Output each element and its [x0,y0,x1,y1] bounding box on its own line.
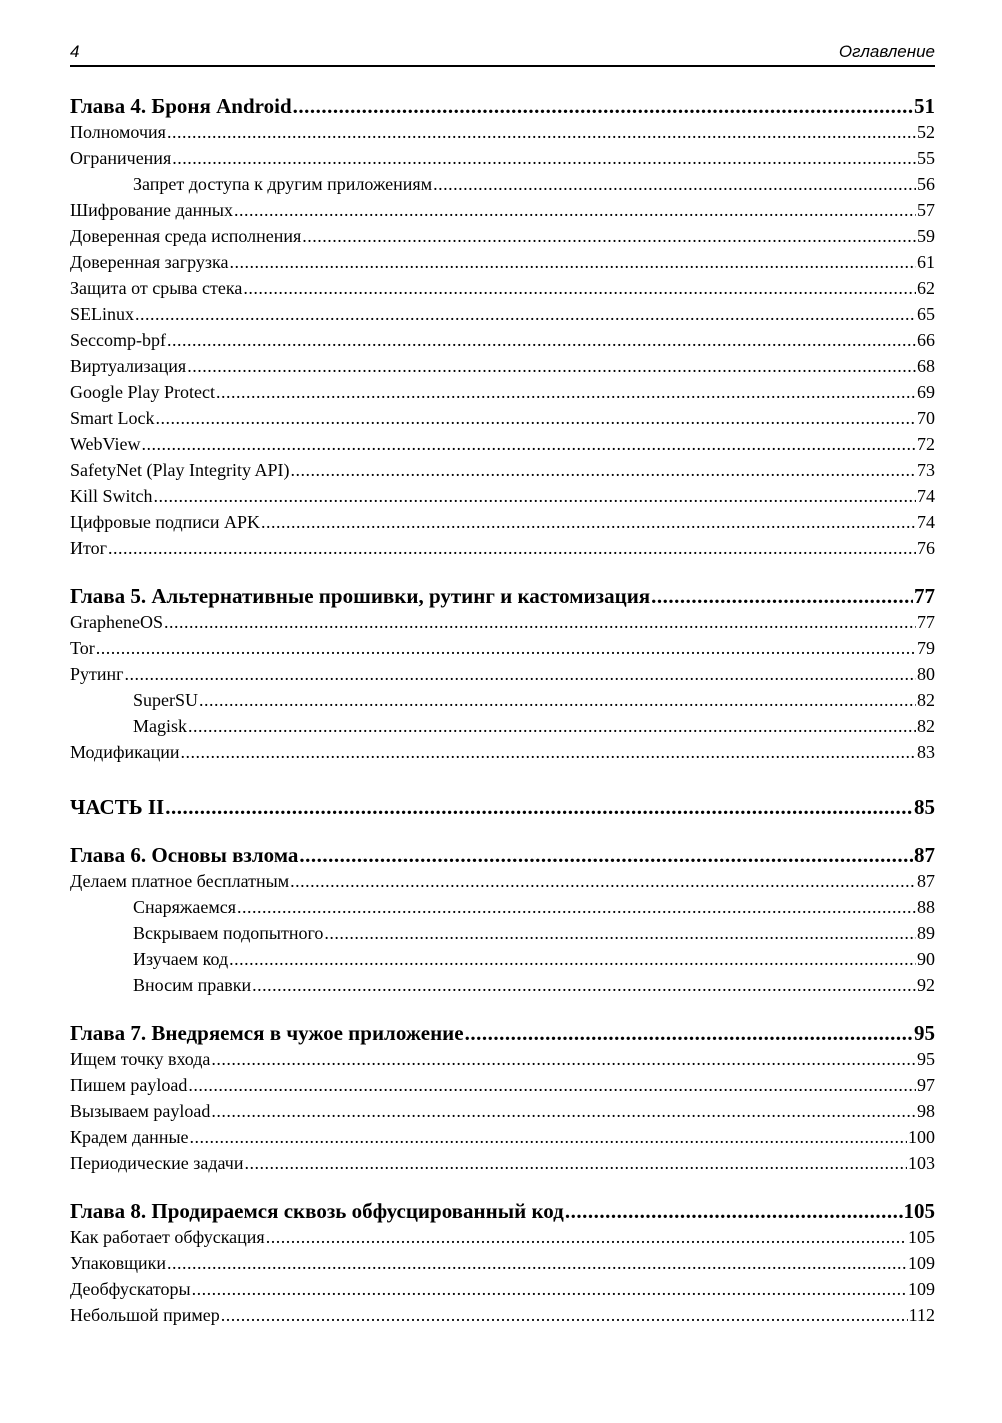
dot-leader [221,1302,908,1328]
toc-entry-page: 112 [908,1305,935,1325]
dot-leader [188,1072,916,1098]
toc-entry-page: 70 [917,408,935,428]
toc-entry-title: Глава 5. Альтернативные прошивки, рутинг и кастомизация [70,584,651,608]
toc-entry-page: 77 [917,612,935,632]
dot-leader [243,275,916,301]
toc-section-entry [70,483,935,509]
toc-entry-page: 62 [917,278,935,298]
toc-entry-title: Как работает обфускация [70,1227,265,1247]
toc-entry-page: 88 [917,897,935,917]
running-title: Оглавление [838,42,935,61]
toc-subsection-entry [70,894,935,920]
toc-section-entry [70,509,935,535]
dot-leader [187,353,916,379]
toc-entry-page: 57 [917,200,935,220]
toc-entry-page: 82 [917,716,935,736]
toc-section-entry [70,301,935,327]
dot-leader [293,93,913,119]
toc-entry-title: Ограничения [70,148,172,168]
toc-entry-page: 100 [908,1127,935,1147]
toc-entry-title: Доверенная загрузка [70,252,229,272]
toc-section-entry [70,868,935,894]
toc-entry-title: Seccomp-bpf [70,330,166,350]
toc-entry-page: 109 [908,1279,935,1299]
toc-entry-title: Снаряжаемся [133,897,236,917]
toc-entry-page: 69 [917,382,935,402]
dot-leader [167,119,916,145]
toc-subsection-entry [70,171,935,197]
toc-entry-title: SuperSU [133,690,199,710]
toc-part-entry [70,794,935,820]
dot-leader [433,171,916,197]
toc-entry-page: 52 [917,122,935,142]
toc-chapter-entry [70,842,935,868]
toc-entry-page: 79 [917,638,935,658]
toc-entry-page: 65 [917,304,935,324]
toc-entry-title: Делаем платное бесплатным [70,871,290,891]
toc-entry-title: Magisk [133,716,187,736]
toc-entry-page: 73 [917,460,935,480]
toc-entry-page: 76 [917,538,935,558]
toc-subsection-entry [70,687,935,713]
toc-section-entry [70,635,935,661]
toc-entry-title: Защита от срыва стека [70,278,243,298]
dot-leader [167,1250,907,1276]
toc-section-entry [70,739,935,765]
toc-entry-title: SafetyNet (Play Integrity API) [70,460,290,480]
toc-entry-title: Виртуализация [70,356,187,376]
toc-entry-title: Шифрование данных [70,200,233,220]
dot-leader [230,249,916,275]
page-header [70,40,935,67]
toc-entry-page: 66 [917,330,935,350]
toc-entry-page: 82 [917,690,935,710]
toc-entry-title: Глава 8. Продираемся сквозь обфусцированный код [70,1199,564,1223]
toc-entry-page: 74 [917,486,935,506]
toc-entry-page: 85 [914,795,935,819]
toc-subsection-entry [70,946,935,972]
toc-section-entry [70,145,935,171]
toc-entry-title: Периодические задачи [70,1153,244,1173]
toc-entry-title: Глава 6. Основы взлома [70,843,299,867]
toc-section-entry [70,609,935,635]
dot-leader [211,1098,916,1124]
toc-entry-title: Глава 4. Броня Android [70,94,292,118]
toc-entry-title: Запрет доступа к другим приложениям [133,174,433,194]
toc-section-entry [70,1276,935,1302]
toc-entry-page: 103 [908,1153,935,1173]
dot-leader [135,301,916,327]
dot-leader [96,635,916,661]
toc-entry-title: WebView [70,434,141,454]
toc-entry-title: Smart Lock [70,408,155,428]
dot-leader [261,509,916,535]
toc-entry-title: Небольшой пример [70,1305,220,1325]
toc-entry-title: Kill Switch [70,486,153,506]
toc-subsection-entry [70,972,935,998]
dot-leader [244,1150,907,1176]
toc-section-entry [70,1224,935,1250]
toc-section-entry [70,1098,935,1124]
toc-entry-title: Цифровые подписи APK [70,512,261,532]
toc-entry-title: SELinux [70,304,135,324]
dot-leader [651,583,913,609]
toc-entry-page: 51 [914,94,935,118]
toc-entry-title: Полномочия [70,122,166,142]
toc-chapter-entry [70,93,935,119]
toc-entry-title: Google Play Protect [70,382,215,402]
dot-leader [181,739,917,765]
dot-leader [108,535,916,561]
toc-section-entry [70,1072,935,1098]
dot-leader [154,483,916,509]
toc-entry-title: Итог [70,538,108,558]
dot-leader [252,972,916,998]
toc-entry-title: Изучаем код [133,949,229,969]
toc-entry-page: 59 [917,226,935,246]
toc-entry-page: 98 [917,1101,935,1121]
toc-entry-title: Вызываем payload [70,1101,211,1121]
toc-entry-page: 97 [917,1075,935,1095]
toc-entry-page: 61 [917,252,935,272]
dot-leader [266,1224,907,1250]
dot-leader [229,946,916,972]
toc-entry-title: Упаковщики [70,1253,166,1273]
toc-entry-page: 89 [917,923,935,943]
dot-leader [192,1276,907,1302]
toc-section-entry [70,327,935,353]
dot-leader [237,894,916,920]
toc-entry-page: 83 [917,742,935,762]
toc-chapter-entry [70,583,935,609]
toc-section-entry [70,1150,935,1176]
toc-section-entry [70,1302,935,1328]
toc-section-entry [70,223,935,249]
toc-entry-title: ЧАСТЬ II [70,795,165,819]
dot-leader [164,609,916,635]
toc-entry-title: Ищем точку входа [70,1049,211,1069]
toc-entry-title: Доверенная среда исполнения [70,226,302,246]
toc-section-entry [70,431,935,457]
toc-entry-page: 95 [917,1049,935,1069]
dot-leader [199,687,916,713]
toc-entry-page: 72 [917,434,935,454]
dot-leader [299,842,913,868]
toc-subsection-entry [70,920,935,946]
toc-entry-title: Tor [70,638,95,658]
dot-leader [165,794,913,820]
page-number: 4 [70,42,80,61]
toc-section-entry [70,119,935,145]
dot-leader [324,920,916,946]
dot-leader [190,1124,907,1150]
toc-section-entry [70,661,935,687]
toc-chapter-entry [70,1198,935,1224]
toc-section-entry [70,275,935,301]
toc-section-entry [70,379,935,405]
toc-section-entry [70,197,935,223]
toc-section-entry [70,249,935,275]
toc-entry-page: 105 [908,1227,935,1247]
toc-entry-page: 92 [917,975,935,995]
toc-entry-page: 74 [917,512,935,532]
dot-leader [155,405,916,431]
dot-leader [302,223,916,249]
toc-entry-title: Модификации [70,742,180,762]
dot-leader [167,327,916,353]
toc-entry-page: 55 [917,148,935,168]
toc-section-entry [70,353,935,379]
toc-entry-title: Деобфускаторы [70,1279,191,1299]
toc-subsection-entry [70,713,935,739]
toc-entry-page: 80 [917,664,935,684]
toc-section-entry [70,405,935,431]
toc-entry-title: Вносим правки [133,975,252,995]
toc-entry-title: Глава 7. Внедряемся в чужое приложение [70,1021,464,1045]
dot-leader [234,197,916,223]
toc-entry-page: 77 [914,584,935,608]
dot-leader [141,431,916,457]
dot-leader [290,457,916,483]
toc-section-entry [70,457,935,483]
dot-leader [125,661,916,687]
toc-entry-page: 87 [917,871,935,891]
dot-leader [290,868,916,894]
toc-section-entry [70,535,935,561]
toc-entry-page: 87 [914,843,935,867]
toc-chapter-entry [70,1020,935,1046]
toc-entry-title: Рутинг [70,664,124,684]
toc-entry-page: 109 [908,1253,935,1273]
toc-entry-page: 90 [917,949,935,969]
toc-entry-page: 95 [914,1021,935,1045]
dot-leader [188,713,916,739]
dot-leader [211,1046,916,1072]
dot-leader [565,1198,903,1224]
toc-entry-page: 56 [917,174,935,194]
dot-leader [172,145,916,171]
toc-entry-page: 68 [917,356,935,376]
toc-entry-title: Вскрываем подопытного [133,923,324,943]
toc-entry-page: 105 [903,1199,935,1223]
dot-leader [216,379,916,405]
toc-section-entry [70,1046,935,1072]
dot-leader [465,1020,913,1046]
toc-section-entry [70,1124,935,1150]
toc-entry-title: GrapheneOS [70,612,163,632]
table-of-contents [70,93,935,1328]
toc-section-entry [70,1250,935,1276]
toc-entry-title: Пишем payload [70,1075,188,1095]
toc-entry-title: Крадем данные [70,1127,189,1147]
